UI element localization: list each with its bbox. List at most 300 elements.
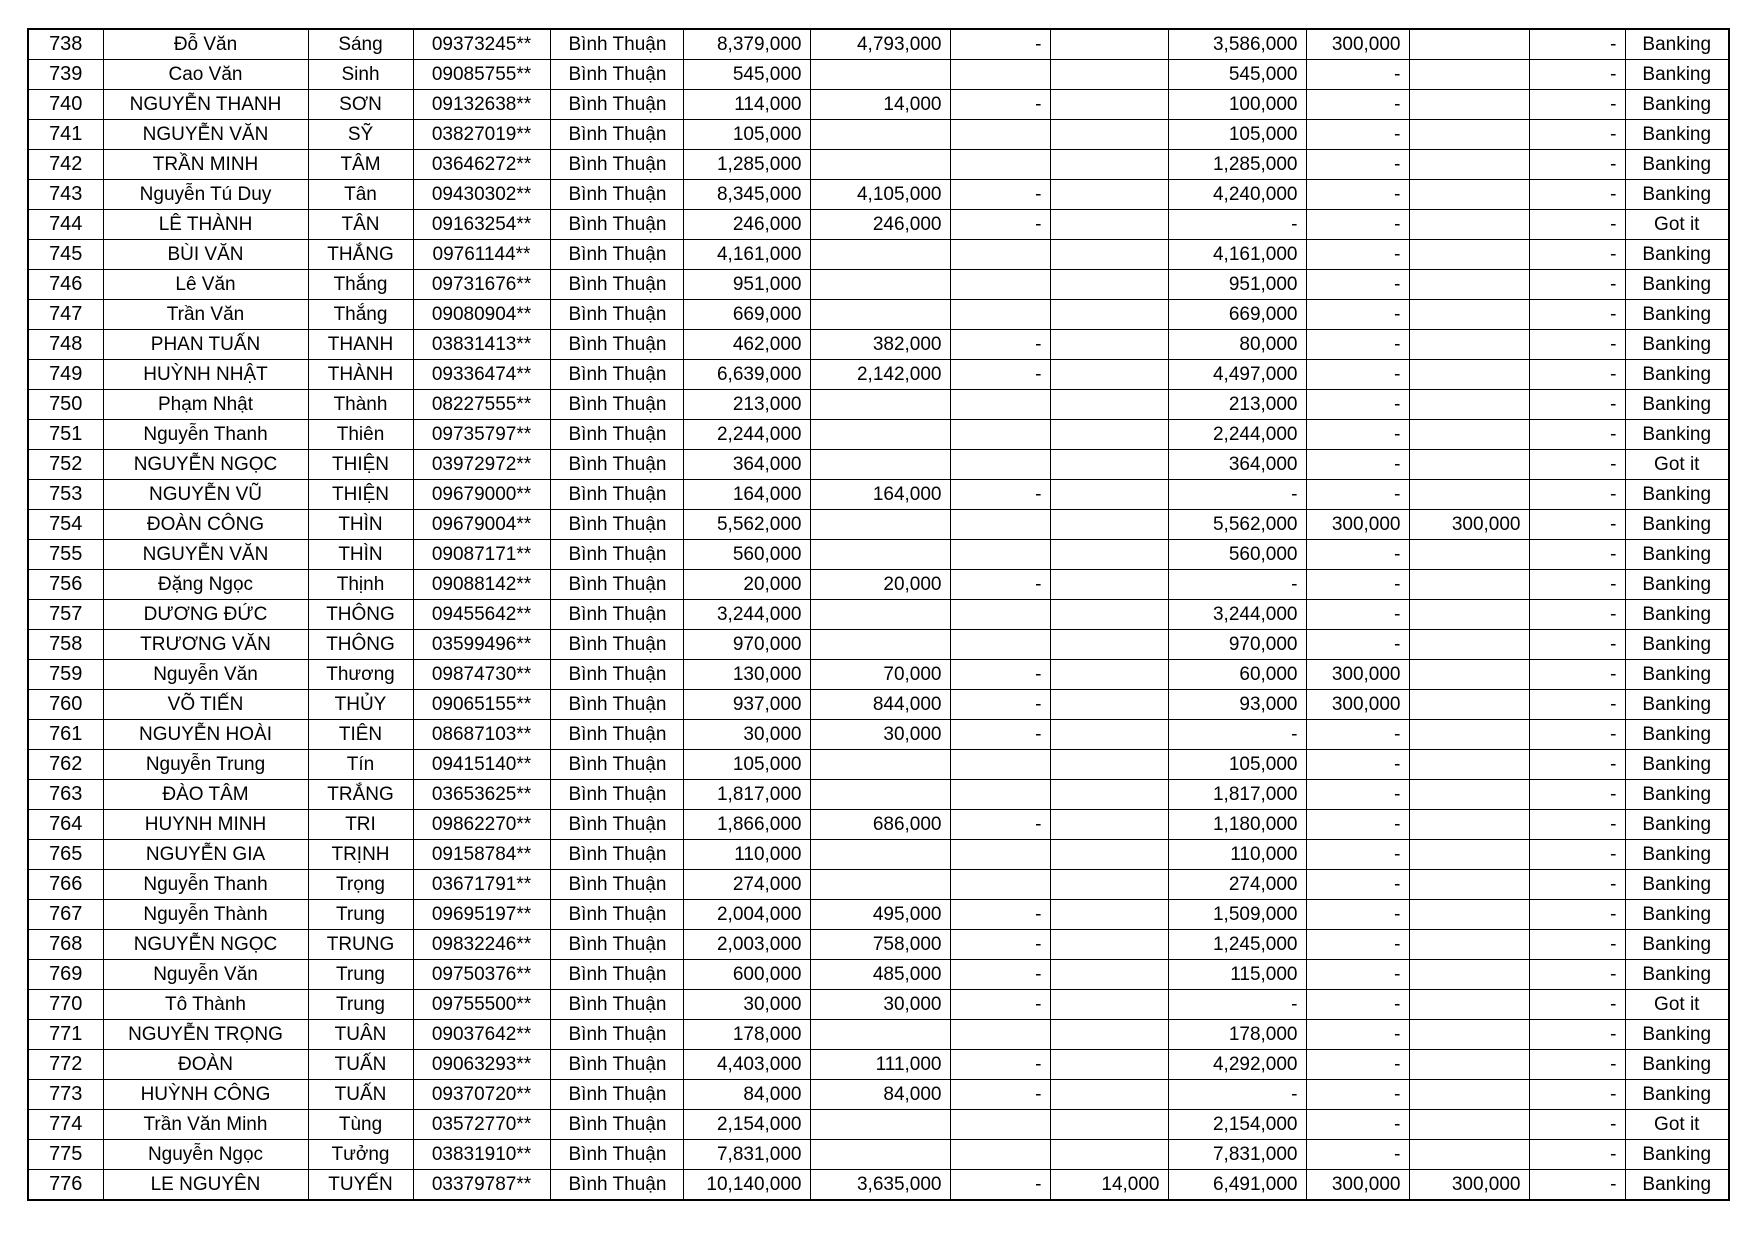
net-amount-cell: -	[1168, 570, 1306, 600]
table-row	[28, 660, 1729, 690]
row-number-cell: 776	[28, 1170, 103, 1201]
total-amount-cell: 246,000	[683, 210, 810, 240]
bonus-2-amount-cell	[1409, 810, 1529, 840]
province-cell: Bình Thuận	[550, 780, 683, 810]
payment-method-cell: Banking	[1625, 240, 1729, 270]
dash-cell-1: -	[950, 900, 1050, 930]
dash-cell-2: -	[1529, 930, 1625, 960]
given-name-cell: THÀNH	[308, 360, 413, 390]
dash-cell-1: -	[950, 90, 1050, 120]
surname-cell: Nguyễn Thành	[103, 900, 308, 930]
deducted-amount-cell	[810, 1110, 950, 1140]
payment-method-cell: Banking	[1625, 1140, 1729, 1170]
payment-method-cell: Banking	[1625, 540, 1729, 570]
bonus-amount-cell: -	[1306, 450, 1409, 480]
bonus-amount-cell: -	[1306, 840, 1409, 870]
bonus-2-amount-cell	[1409, 270, 1529, 300]
given-name-cell: THANH	[308, 330, 413, 360]
bonus-amount-cell: -	[1306, 780, 1409, 810]
dash-cell-1	[950, 540, 1050, 570]
net-amount-cell: 669,000	[1168, 300, 1306, 330]
total-amount-cell: 178,000	[683, 1020, 810, 1050]
extra-amount-cell	[1050, 120, 1168, 150]
total-amount-cell: 951,000	[683, 270, 810, 300]
row-number-cell: 761	[28, 720, 103, 750]
surname-cell: NGUYỄN TRỌNG	[103, 1020, 308, 1050]
table-row	[28, 1050, 1729, 1080]
extra-amount-cell	[1050, 810, 1168, 840]
net-amount-cell: 2,244,000	[1168, 420, 1306, 450]
surname-cell: PHAN TUẤN	[103, 330, 308, 360]
table-row	[28, 330, 1729, 360]
deducted-amount-cell	[810, 60, 950, 90]
bonus-2-amount-cell	[1409, 870, 1529, 900]
province-cell: Bình Thuận	[550, 480, 683, 510]
total-amount-cell: 600,000	[683, 960, 810, 990]
table-row	[28, 720, 1729, 750]
dash-cell-2: -	[1529, 1080, 1625, 1110]
table-row	[28, 690, 1729, 720]
bonus-amount-cell: -	[1306, 150, 1409, 180]
bonus-2-amount-cell	[1409, 1110, 1529, 1140]
net-amount-cell: 100,000	[1168, 90, 1306, 120]
payment-method-cell: Got it	[1625, 990, 1729, 1020]
bonus-amount-cell: -	[1306, 300, 1409, 330]
payment-method-cell: Banking	[1625, 420, 1729, 450]
table-row	[28, 240, 1729, 270]
surname-cell: Nguyễn Tú Duy	[103, 180, 308, 210]
dash-cell-1	[950, 240, 1050, 270]
table-row	[28, 900, 1729, 930]
phone-cell: 09088142**	[413, 570, 550, 600]
net-amount-cell: 110,000	[1168, 840, 1306, 870]
row-number-cell: 743	[28, 180, 103, 210]
bonus-2-amount-cell	[1409, 570, 1529, 600]
table-row	[28, 1110, 1729, 1140]
extra-amount-cell	[1050, 870, 1168, 900]
bonus-amount-cell: -	[1306, 270, 1409, 300]
net-amount-cell: -	[1168, 480, 1306, 510]
deducted-amount-cell	[810, 390, 950, 420]
province-cell: Bình Thuận	[550, 120, 683, 150]
net-amount-cell: -	[1168, 210, 1306, 240]
dash-cell-1	[950, 1110, 1050, 1140]
province-cell: Bình Thuận	[550, 570, 683, 600]
bonus-amount-cell: -	[1306, 420, 1409, 450]
payment-method-cell: Banking	[1625, 780, 1729, 810]
phone-cell: 08687103**	[413, 720, 550, 750]
net-amount-cell: 2,154,000	[1168, 1110, 1306, 1140]
given-name-cell: THÌN	[308, 510, 413, 540]
total-amount-cell: 3,244,000	[683, 600, 810, 630]
deducted-amount-cell: 3,635,000	[810, 1170, 950, 1201]
given-name-cell: THÔNG	[308, 600, 413, 630]
province-cell: Bình Thuận	[550, 1050, 683, 1080]
bonus-2-amount-cell	[1409, 630, 1529, 660]
phone-cell: 03379787**	[413, 1170, 550, 1201]
phone-cell: 03827019**	[413, 120, 550, 150]
dash-cell-1: -	[950, 1050, 1050, 1080]
dash-cell-2: -	[1529, 870, 1625, 900]
province-cell: Bình Thuận	[550, 300, 683, 330]
deducted-amount-cell: 2,142,000	[810, 360, 950, 390]
surname-cell: TRẦN MINH	[103, 150, 308, 180]
given-name-cell: TUẤN	[308, 1080, 413, 1110]
deducted-amount-cell	[810, 510, 950, 540]
given-name-cell: TUYẾN	[308, 1170, 413, 1201]
extra-amount-cell	[1050, 180, 1168, 210]
extra-amount-cell	[1050, 1020, 1168, 1050]
row-number-cell: 774	[28, 1110, 103, 1140]
phone-cell: 03831910**	[413, 1140, 550, 1170]
surname-cell: Nguyễn Ngọc	[103, 1140, 308, 1170]
given-name-cell: SƠN	[308, 90, 413, 120]
dash-cell-1	[950, 510, 1050, 540]
net-amount-cell: 4,497,000	[1168, 360, 1306, 390]
bonus-2-amount-cell	[1409, 420, 1529, 450]
deducted-amount-cell	[810, 780, 950, 810]
dash-cell-2: -	[1529, 720, 1625, 750]
bonus-amount-cell: -	[1306, 600, 1409, 630]
total-amount-cell: 4,403,000	[683, 1050, 810, 1080]
row-number-cell: 764	[28, 810, 103, 840]
table-row	[28, 180, 1729, 210]
row-number-cell: 745	[28, 240, 103, 270]
table-row	[28, 510, 1729, 540]
province-cell: Bình Thuận	[550, 750, 683, 780]
extra-amount-cell	[1050, 780, 1168, 810]
given-name-cell: Trung	[308, 990, 413, 1020]
bonus-amount-cell: -	[1306, 1050, 1409, 1080]
row-number-cell: 747	[28, 300, 103, 330]
row-number-cell: 746	[28, 270, 103, 300]
phone-cell: 03831413**	[413, 330, 550, 360]
total-amount-cell: 5,562,000	[683, 510, 810, 540]
deducted-amount-cell	[810, 840, 950, 870]
given-name-cell: TUÂN	[308, 1020, 413, 1050]
given-name-cell: TIÊN	[308, 720, 413, 750]
row-number-cell: 772	[28, 1050, 103, 1080]
dash-cell-2: -	[1529, 270, 1625, 300]
payment-method-cell: Banking	[1625, 270, 1729, 300]
surname-cell: LÊ THÀNH	[103, 210, 308, 240]
bonus-2-amount-cell	[1409, 90, 1529, 120]
given-name-cell: THIỆN	[308, 450, 413, 480]
bonus-2-amount-cell	[1409, 180, 1529, 210]
phone-cell: 09679004**	[413, 510, 550, 540]
row-number-cell: 770	[28, 990, 103, 1020]
dash-cell-1	[950, 270, 1050, 300]
deducted-amount-cell: 84,000	[810, 1080, 950, 1110]
payment-method-cell: Banking	[1625, 300, 1729, 330]
payment-method-cell: Banking	[1625, 900, 1729, 930]
dash-cell-2: -	[1529, 1020, 1625, 1050]
bonus-amount-cell: 300,000	[1306, 1170, 1409, 1201]
bonus-amount-cell: -	[1306, 1080, 1409, 1110]
dash-cell-2: -	[1529, 510, 1625, 540]
net-amount-cell: 1,285,000	[1168, 150, 1306, 180]
table-row	[28, 300, 1729, 330]
net-amount-cell: 93,000	[1168, 690, 1306, 720]
surname-cell: HUYNH MINH	[103, 810, 308, 840]
total-amount-cell: 2,004,000	[683, 900, 810, 930]
deducted-amount-cell: 30,000	[810, 990, 950, 1020]
phone-cell: 03671791**	[413, 870, 550, 900]
row-number-cell: 758	[28, 630, 103, 660]
total-amount-cell: 105,000	[683, 120, 810, 150]
table-row	[28, 990, 1729, 1020]
extra-amount-cell	[1050, 270, 1168, 300]
dash-cell-1: -	[950, 330, 1050, 360]
bonus-2-amount-cell	[1409, 600, 1529, 630]
province-cell: Bình Thuận	[550, 900, 683, 930]
bonus-2-amount-cell: 300,000	[1409, 1170, 1529, 1201]
surname-cell: LE NGUYÊN	[103, 1170, 308, 1201]
phone-cell: 09163254**	[413, 210, 550, 240]
net-amount-cell: 560,000	[1168, 540, 1306, 570]
phone-cell: 09679000**	[413, 480, 550, 510]
given-name-cell: Tùng	[308, 1110, 413, 1140]
table-row	[28, 750, 1729, 780]
extra-amount-cell	[1050, 840, 1168, 870]
surname-cell: VÕ TIẾN	[103, 690, 308, 720]
dash-cell-2: -	[1529, 450, 1625, 480]
bonus-amount-cell: 300,000	[1306, 510, 1409, 540]
province-cell: Bình Thuận	[550, 60, 683, 90]
dash-cell-1	[950, 1020, 1050, 1050]
deducted-amount-cell	[810, 540, 950, 570]
surname-cell: BÙI VĂN	[103, 240, 308, 270]
total-amount-cell: 6,639,000	[683, 360, 810, 390]
table-row	[28, 60, 1729, 90]
total-amount-cell: 30,000	[683, 990, 810, 1020]
total-amount-cell: 1,285,000	[683, 150, 810, 180]
total-amount-cell: 545,000	[683, 60, 810, 90]
deducted-amount-cell: 14,000	[810, 90, 950, 120]
payment-method-cell: Got it	[1625, 1110, 1729, 1140]
extra-amount-cell	[1050, 720, 1168, 750]
dash-cell-1: -	[950, 210, 1050, 240]
total-amount-cell: 560,000	[683, 540, 810, 570]
province-cell: Bình Thuận	[550, 360, 683, 390]
deducted-amount-cell	[810, 240, 950, 270]
given-name-cell: TRẮNG	[308, 780, 413, 810]
extra-amount-cell	[1050, 90, 1168, 120]
table-row	[28, 960, 1729, 990]
net-amount-cell: 951,000	[1168, 270, 1306, 300]
extra-amount-cell	[1050, 1080, 1168, 1110]
table-row	[28, 600, 1729, 630]
deducted-amount-cell: 246,000	[810, 210, 950, 240]
province-cell: Bình Thuận	[550, 420, 683, 450]
dash-cell-1: -	[950, 810, 1050, 840]
row-number-cell: 740	[28, 90, 103, 120]
phone-cell: 09132638**	[413, 90, 550, 120]
table-row	[28, 840, 1729, 870]
net-amount-cell: 115,000	[1168, 960, 1306, 990]
deducted-amount-cell: 844,000	[810, 690, 950, 720]
given-name-cell: THÌN	[308, 540, 413, 570]
table-row	[28, 270, 1729, 300]
payout-table	[27, 28, 1730, 1201]
payment-method-cell: Banking	[1625, 1050, 1729, 1080]
province-cell: Bình Thuận	[550, 330, 683, 360]
total-amount-cell: 114,000	[683, 90, 810, 120]
total-amount-cell: 8,345,000	[683, 180, 810, 210]
dash-cell-1	[950, 450, 1050, 480]
dash-cell-1	[950, 600, 1050, 630]
payment-method-cell: Banking	[1625, 930, 1729, 960]
surname-cell: ĐÀO TÂM	[103, 780, 308, 810]
province-cell: Bình Thuận	[550, 240, 683, 270]
extra-amount-cell	[1050, 360, 1168, 390]
bonus-amount-cell: -	[1306, 540, 1409, 570]
total-amount-cell: 2,154,000	[683, 1110, 810, 1140]
bonus-2-amount-cell	[1409, 750, 1529, 780]
dash-cell-1	[950, 390, 1050, 420]
row-number-cell: 767	[28, 900, 103, 930]
payment-method-cell: Banking	[1625, 960, 1729, 990]
bonus-2-amount-cell	[1409, 210, 1529, 240]
bonus-2-amount-cell	[1409, 29, 1529, 60]
dash-cell-2: -	[1529, 360, 1625, 390]
surname-cell: Nguyễn Văn	[103, 960, 308, 990]
province-cell: Bình Thuận	[550, 660, 683, 690]
surname-cell: NGUYỄN VŨ	[103, 480, 308, 510]
surname-cell: TRƯƠNG VĂN	[103, 630, 308, 660]
province-cell: Bình Thuận	[550, 1140, 683, 1170]
extra-amount-cell	[1050, 990, 1168, 1020]
total-amount-cell: 274,000	[683, 870, 810, 900]
extra-amount-cell	[1050, 1050, 1168, 1080]
net-amount-cell: 6,491,000	[1168, 1170, 1306, 1201]
dash-cell-2: -	[1529, 210, 1625, 240]
phone-cell: 09370720**	[413, 1080, 550, 1110]
phone-cell: 09065155**	[413, 690, 550, 720]
dash-cell-1: -	[950, 1080, 1050, 1110]
phone-cell: 09755500**	[413, 990, 550, 1020]
table-row	[28, 570, 1729, 600]
table-row	[28, 630, 1729, 660]
net-amount-cell: 7,831,000	[1168, 1140, 1306, 1170]
payment-method-cell: Banking	[1625, 810, 1729, 840]
row-number-cell: 738	[28, 29, 103, 60]
extra-amount-cell	[1050, 630, 1168, 660]
bonus-amount-cell: -	[1306, 1110, 1409, 1140]
dash-cell-1	[950, 420, 1050, 450]
dash-cell-2: -	[1529, 840, 1625, 870]
deducted-amount-cell: 758,000	[810, 930, 950, 960]
phone-cell: 09455642**	[413, 600, 550, 630]
total-amount-cell: 2,003,000	[683, 930, 810, 960]
payment-method-cell: Banking	[1625, 180, 1729, 210]
surname-cell: Đặng Ngọc	[103, 570, 308, 600]
surname-cell: ĐOÀN CÔNG	[103, 510, 308, 540]
bonus-amount-cell: -	[1306, 990, 1409, 1020]
province-cell: Bình Thuận	[550, 600, 683, 630]
payment-method-cell: Banking	[1625, 360, 1729, 390]
table-row	[28, 1140, 1729, 1170]
extra-amount-cell	[1050, 300, 1168, 330]
row-number-cell: 749	[28, 360, 103, 390]
row-number-cell: 752	[28, 450, 103, 480]
extra-amount-cell	[1050, 450, 1168, 480]
surname-cell: Phạm Nhật	[103, 390, 308, 420]
extra-amount-cell	[1050, 930, 1168, 960]
dash-cell-1	[950, 60, 1050, 90]
payment-method-cell: Banking	[1625, 600, 1729, 630]
net-amount-cell: 274,000	[1168, 870, 1306, 900]
bonus-2-amount-cell	[1409, 360, 1529, 390]
extra-amount-cell	[1050, 540, 1168, 570]
payment-method-cell: Banking	[1625, 1080, 1729, 1110]
deducted-amount-cell: 4,105,000	[810, 180, 950, 210]
phone-cell: 09761144**	[413, 240, 550, 270]
given-name-cell: Thắng	[308, 270, 413, 300]
deducted-amount-cell: 20,000	[810, 570, 950, 600]
dash-cell-2: -	[1529, 540, 1625, 570]
phone-cell: 09874730**	[413, 660, 550, 690]
bonus-amount-cell: -	[1306, 360, 1409, 390]
dash-cell-2: -	[1529, 1170, 1625, 1201]
bonus-amount-cell: -	[1306, 480, 1409, 510]
phone-cell: 09862270**	[413, 810, 550, 840]
dash-cell-1: -	[950, 29, 1050, 60]
phone-cell: 03653625**	[413, 780, 550, 810]
phone-cell: 08227555**	[413, 390, 550, 420]
deducted-amount-cell: 164,000	[810, 480, 950, 510]
table-row	[28, 390, 1729, 420]
dash-cell-2: -	[1529, 1050, 1625, 1080]
row-number-cell: 771	[28, 1020, 103, 1050]
bonus-2-amount-cell	[1409, 900, 1529, 930]
payment-method-cell: Banking	[1625, 750, 1729, 780]
dash-cell-1: -	[950, 1170, 1050, 1201]
total-amount-cell: 164,000	[683, 480, 810, 510]
bonus-2-amount-cell	[1409, 720, 1529, 750]
total-amount-cell: 2,244,000	[683, 420, 810, 450]
surname-cell: Lê Văn	[103, 270, 308, 300]
given-name-cell: Thương	[308, 660, 413, 690]
surname-cell: NGUYỄN NGỌC	[103, 450, 308, 480]
table-row	[28, 540, 1729, 570]
bonus-2-amount-cell	[1409, 840, 1529, 870]
dash-cell-2: -	[1529, 180, 1625, 210]
phone-cell: 09750376**	[413, 960, 550, 990]
province-cell: Bình Thuận	[550, 180, 683, 210]
bonus-2-amount-cell	[1409, 1050, 1529, 1080]
total-amount-cell: 7,831,000	[683, 1140, 810, 1170]
bonus-2-amount-cell	[1409, 120, 1529, 150]
dash-cell-2: -	[1529, 960, 1625, 990]
row-number-cell: 773	[28, 1080, 103, 1110]
dash-cell-1: -	[950, 930, 1050, 960]
net-amount-cell: 105,000	[1168, 750, 1306, 780]
bonus-2-amount-cell	[1409, 330, 1529, 360]
province-cell: Bình Thuận	[550, 870, 683, 900]
province-cell: Bình Thuận	[550, 1020, 683, 1050]
extra-amount-cell	[1050, 330, 1168, 360]
phone-cell: 09158784**	[413, 840, 550, 870]
bonus-2-amount-cell	[1409, 930, 1529, 960]
bonus-amount-cell: -	[1306, 1020, 1409, 1050]
dash-cell-2: -	[1529, 900, 1625, 930]
bonus-amount-cell: -	[1306, 210, 1409, 240]
deducted-amount-cell: 30,000	[810, 720, 950, 750]
dash-cell-2: -	[1529, 750, 1625, 780]
bonus-amount-cell: 300,000	[1306, 690, 1409, 720]
payment-method-cell: Got it	[1625, 210, 1729, 240]
